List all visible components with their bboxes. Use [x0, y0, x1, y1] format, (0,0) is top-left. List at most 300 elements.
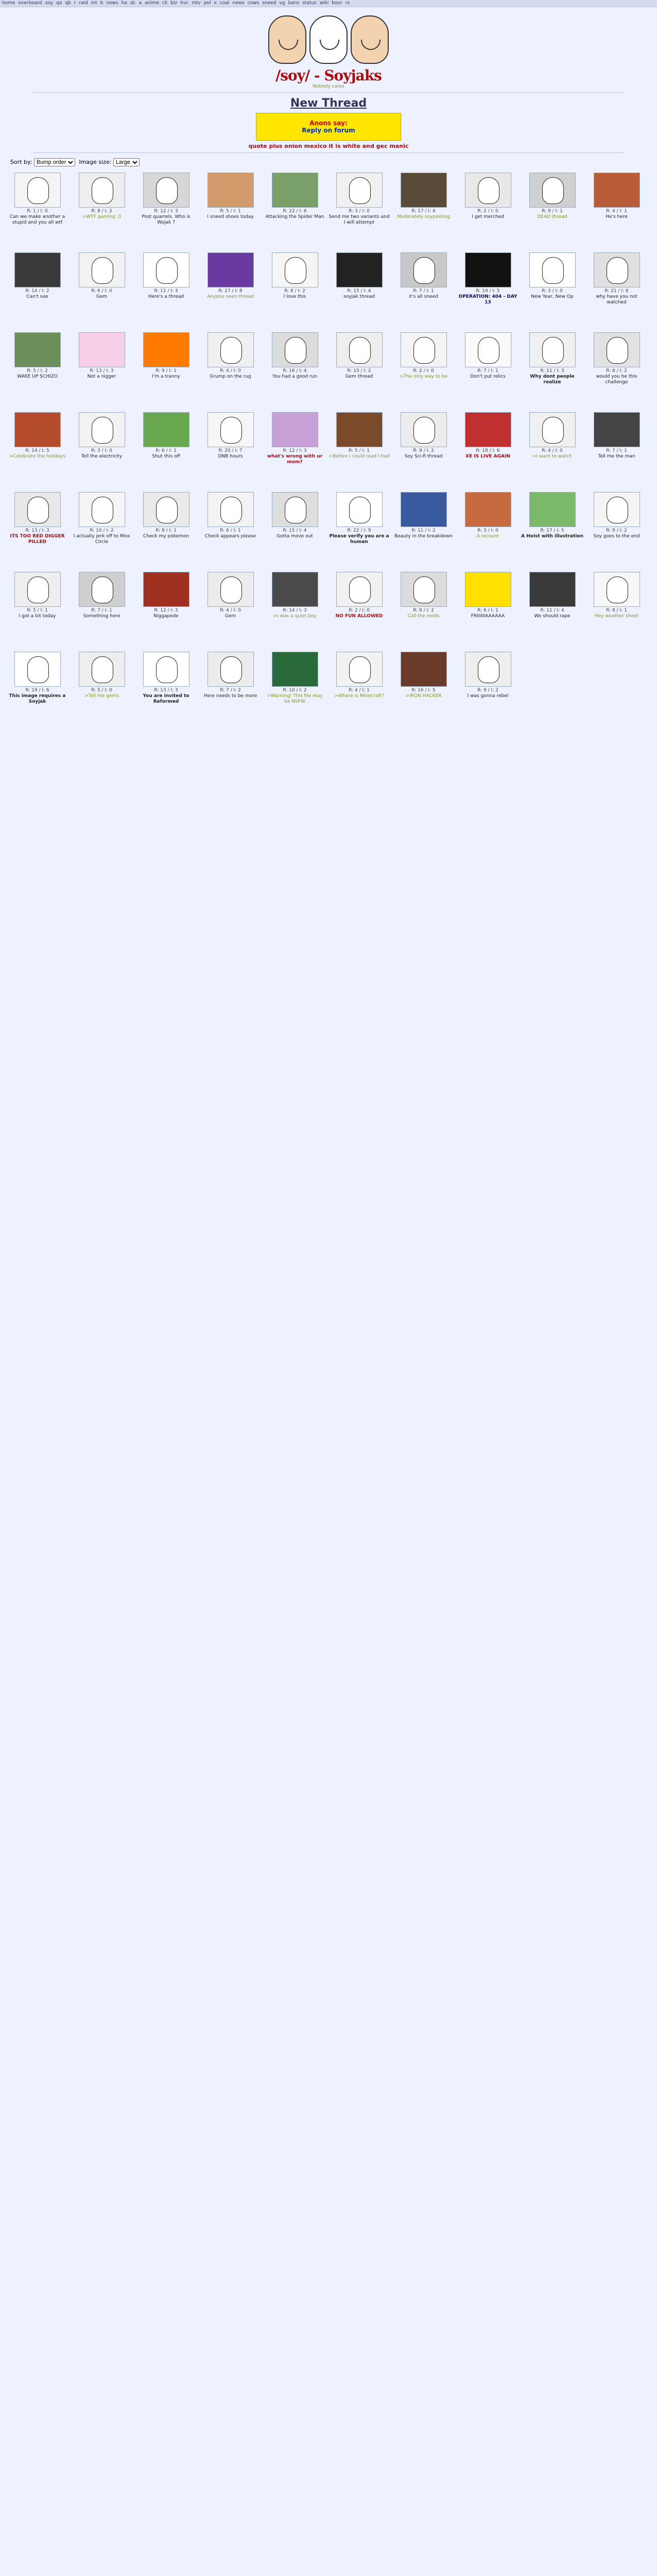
catalog-thread[interactable] — [263, 330, 327, 410]
top-nav-link[interactable]: raid — [79, 1, 88, 6]
thread-thumbnail[interactable] — [143, 252, 189, 287]
wojak-face-icon — [349, 177, 371, 204]
top-nav-link[interactable]: soy — [45, 1, 54, 6]
thread-reply-stats: R: 18 / I: 6 — [476, 448, 500, 453]
thread-catalog — [0, 171, 657, 730]
thread-thumbnail[interactable] — [79, 572, 125, 607]
catalog-thread[interactable] — [391, 250, 456, 330]
catalog-thread[interactable] — [263, 570, 327, 650]
thread-reply-stats: R: 8 / I: 1 — [155, 528, 177, 533]
catalog-thread[interactable] — [327, 570, 391, 650]
catalog-thread[interactable] — [456, 250, 520, 330]
thread-teaser: Post quarrels. Who is Wojak ? — [142, 214, 191, 225]
top-nav-link[interactable]: qa — [56, 1, 62, 6]
thread-thumbnail[interactable] — [14, 412, 61, 447]
thread-reply-stats: R: 7 / I: 1 — [91, 608, 112, 613]
thread-reply-stats: R: 15 / I: 4 — [283, 528, 307, 533]
catalog-thread[interactable] — [134, 171, 198, 250]
wojak-face-icon — [349, 577, 371, 603]
catalog-thread[interactable] — [70, 650, 134, 730]
thread-reply-stats: R: 4 / I: 1 — [606, 209, 627, 214]
catalog-thread[interactable] — [70, 410, 134, 490]
thread-reply-stats: R: 14 / I: 5 — [25, 448, 49, 453]
thread-teaser: Gem — [224, 614, 236, 619]
catalog-thread[interactable] — [70, 490, 134, 570]
divider — [33, 92, 624, 93]
thread-teaser: FRIIIIIIAAAAAA — [471, 614, 505, 619]
catalog-thread[interactable] — [584, 330, 649, 410]
thread-teaser: You are invited to Reformed — [143, 693, 189, 704]
thread-thumbnail[interactable] — [529, 332, 576, 367]
thread-teaser: A recount — [476, 534, 499, 539]
top-navigation-bar — [0, 0, 657, 7]
catalog-thread[interactable] — [327, 330, 391, 410]
wojak-face-icon — [92, 656, 113, 683]
catalog-thread[interactable] — [198, 490, 263, 570]
catalog-thread[interactable] — [584, 171, 649, 250]
thread-teaser: Tell me the man — [598, 454, 635, 459]
thread-reply-stats: R: 11 / I: 3 — [540, 368, 564, 374]
catalog-thread[interactable] — [198, 171, 263, 250]
top-nav-link[interactable]: b — [100, 1, 103, 6]
announcement-line-1: Anons say: — [309, 120, 348, 127]
catalog-thread[interactable] — [584, 570, 649, 650]
thread-thumbnail[interactable] — [465, 572, 511, 607]
thread-thumbnail[interactable] — [594, 332, 640, 367]
thread-thumbnail[interactable] — [143, 332, 189, 367]
wojak-face-icon — [156, 497, 178, 523]
thread-teaser: what's wrong with ur mom? — [267, 454, 323, 465]
thread-teaser: Grump on the rug — [210, 374, 251, 379]
thread-teaser: Can't see — [26, 294, 48, 299]
catalog-thread[interactable] — [520, 171, 584, 250]
wojak-face-icon — [92, 577, 113, 603]
catalog-thread[interactable] — [134, 330, 198, 410]
thread-reply-stats: R: 2 / I: 0 — [477, 209, 498, 214]
thread-teaser: I got a bit today — [19, 614, 56, 619]
thread-thumbnail[interactable] — [14, 492, 61, 527]
wojak-face-icon — [607, 337, 628, 364]
thread-teaser: DNB hours — [218, 454, 243, 459]
thread-thumbnail[interactable] — [529, 252, 576, 287]
thread-thumbnail[interactable] — [529, 412, 576, 447]
catalog-thread[interactable] — [263, 410, 327, 490]
thread-reply-stats: R: 7 / I: 1 — [413, 289, 434, 294]
wojak-face-icon — [27, 497, 49, 523]
thread-thumbnail[interactable] — [143, 652, 189, 687]
thread-thumbnail[interactable] — [336, 252, 383, 287]
thread-teaser: I sneed shoes today — [207, 214, 254, 219]
catalog-thread[interactable] — [520, 410, 584, 490]
catalog-thread[interactable] — [327, 490, 391, 570]
top-nav-link[interactable]: news — [232, 1, 245, 6]
thread-thumbnail[interactable] — [401, 173, 447, 208]
thread-reply-stats: R: 7 / I: 1 — [606, 448, 627, 453]
catalog-thread[interactable] — [5, 171, 70, 250]
thread-thumbnail[interactable] — [208, 173, 254, 208]
thread-thumbnail[interactable] — [529, 572, 576, 607]
top-nav-link[interactable]: overboard — [18, 1, 42, 6]
thread-teaser: ITS TOO RED DIGGER PILLED — [10, 534, 65, 545]
catalog-thread[interactable] — [584, 410, 649, 490]
thread-thumbnail[interactable] — [143, 173, 189, 208]
thread-reply-stats: R: 11 / I: 4 — [540, 608, 564, 613]
thread-teaser: Please verify you are a human — [329, 534, 389, 545]
thread-teaser: I get merched — [472, 214, 504, 219]
thread-thumbnail[interactable] — [594, 173, 640, 208]
thread-reply-stats: R: 8 / I: 2 — [91, 209, 112, 214]
thread-teaser: Shut this off — [152, 454, 180, 459]
top-nav-link[interactable]: anime — [145, 1, 160, 6]
catalog-thread[interactable] — [263, 650, 327, 730]
thread-thumbnail[interactable] — [14, 572, 61, 607]
top-nav-link[interactable]: x — [214, 1, 217, 6]
catalog-thread[interactable] — [198, 410, 263, 490]
catalog-thread[interactable] — [70, 250, 134, 330]
catalog-thread[interactable] — [327, 650, 391, 730]
wojak-face-icon — [607, 257, 628, 284]
top-nav-link[interactable]: ck — [162, 1, 168, 6]
thread-thumbnail[interactable] — [143, 492, 189, 527]
thread-thumbnail[interactable] — [14, 652, 61, 687]
new-thread-link[interactable]: New Thread — [290, 97, 367, 110]
wojak-face-icon — [92, 257, 113, 284]
catalog-thread[interactable] — [456, 171, 520, 250]
thread-thumbnail[interactable] — [336, 652, 383, 687]
thread-thumbnail[interactable] — [79, 252, 125, 287]
thread-thumbnail[interactable] — [272, 252, 318, 287]
thread-reply-stats: R: 5 / I: 2 — [27, 368, 48, 374]
catalog-thread[interactable] — [5, 330, 70, 410]
thread-thumbnail[interactable] — [79, 492, 125, 527]
catalog-thread[interactable] — [391, 570, 456, 650]
thread-thumbnail[interactable] — [401, 572, 447, 607]
image-size-select[interactable] — [113, 158, 140, 166]
catalog-thread[interactable] — [5, 490, 70, 570]
thread-reply-stats: R: 11 / I: 2 — [411, 528, 436, 533]
thread-teaser: >Before I could read I had — [328, 454, 390, 459]
thread-teaser: Gem — [96, 294, 108, 299]
thread-thumbnail[interactable] — [272, 652, 318, 687]
thread-thumbnail[interactable] — [272, 332, 318, 367]
thread-teaser: We should rape — [534, 614, 570, 619]
catalog-thread[interactable] — [391, 410, 456, 490]
board-subtitle: Nobody cares — [313, 84, 344, 89]
catalog-thread[interactable] — [70, 171, 134, 250]
thread-reply-stats: R: 7 / I: 2 — [220, 688, 241, 693]
wojak-face-icon — [220, 337, 242, 364]
catalog-thread[interactable] — [70, 570, 134, 650]
top-nav-link[interactable]: rs — [345, 1, 350, 6]
thread-reply-stats: R: 4 / I: 1 — [349, 688, 370, 693]
thread-teaser: Soy Sci-fi thread — [404, 454, 443, 459]
catalog-thread[interactable] — [5, 410, 70, 490]
top-nav-link[interactable]: home — [2, 1, 15, 6]
thread-teaser: >I was a quiet boy — [273, 614, 317, 619]
thread-thumbnail[interactable] — [208, 252, 254, 287]
board-header — [0, 7, 657, 153]
thread-thumbnail[interactable] — [79, 332, 125, 367]
thread-reply-stats: R: 10 / I: 2 — [283, 688, 307, 693]
thread-thumbnail[interactable] — [14, 173, 61, 208]
thread-thumbnail[interactable] — [465, 412, 511, 447]
thread-teaser: Here needs to be more — [203, 693, 257, 699]
thread-reply-stats: R: 9 / I: 2 — [606, 528, 627, 533]
thread-thumbnail[interactable] — [208, 572, 254, 607]
wojak-face-icon — [220, 656, 242, 683]
wojak-face-icon — [607, 577, 628, 603]
wojak-face-icon — [92, 417, 113, 444]
thread-thumbnail[interactable] — [272, 572, 318, 607]
thread-teaser: Attacking the Spider Man — [265, 214, 324, 219]
wojak-face-icon — [285, 337, 306, 364]
thread-reply-stats: R: 9 / I: 2 — [477, 688, 498, 693]
catalog-thread[interactable] — [584, 490, 649, 570]
thread-teaser: >Celebrate the holidays — [9, 454, 66, 459]
sort-select[interactable] — [34, 158, 75, 166]
top-nav-link[interactable]: news — [106, 1, 118, 6]
catalog-thread[interactable] — [520, 250, 584, 330]
thread-reply-stats: R: 8 / I: 1 — [606, 608, 627, 613]
thread-reply-stats: R: 14 / I: 3 — [283, 608, 307, 613]
thread-reply-stats: R: 13 / I: 3 — [154, 688, 178, 693]
wojak-face-icon — [349, 497, 371, 523]
thread-teaser: Check my pokemon — [143, 534, 189, 539]
thread-thumbnail[interactable] — [465, 252, 511, 287]
wojak-face-icon — [607, 497, 628, 523]
top-nav-link[interactable]: mtv — [192, 1, 201, 6]
thread-reply-stats: R: 3 / I: 0 — [349, 209, 370, 214]
divider — [33, 152, 624, 153]
thread-thumbnail[interactable] — [594, 252, 640, 287]
thread-teaser: A Hoist with illustration — [521, 534, 583, 539]
thread-reply-stats: R: 17 / I: 4 — [411, 209, 436, 214]
top-nav-link[interactable]: status — [302, 1, 317, 6]
top-nav-link[interactable]: cows — [247, 1, 260, 6]
wojak-face-icon — [220, 417, 242, 444]
catalog-thread[interactable] — [198, 250, 263, 330]
catalog-thread[interactable] — [198, 330, 263, 410]
thread-reply-stats: R: 3 / I: 0 — [91, 448, 112, 453]
thread-reply-stats: R: 27 / I: 8 — [218, 289, 243, 294]
wojak-face-icon — [220, 577, 242, 603]
catalog-thread[interactable] — [391, 330, 456, 410]
top-nav-link[interactable]: vg — [279, 1, 285, 6]
thread-reply-stats: R: 21 / I: 6 — [604, 289, 629, 294]
top-nav-link[interactable]: dc — [130, 1, 136, 6]
thread-teaser: WAKE UP SCHIZO — [17, 374, 58, 379]
thread-thumbnail[interactable] — [401, 252, 447, 287]
soyjak-banner-face-left — [268, 15, 306, 64]
top-nav-link[interactable]: r — [74, 1, 76, 6]
catalog-thread[interactable] — [134, 410, 198, 490]
thread-thumbnail[interactable] — [143, 412, 189, 447]
thread-thumbnail[interactable] — [529, 492, 576, 527]
thread-teaser: OPERATION: 404 - DAY 13 — [458, 294, 517, 305]
catalog-thread[interactable] — [391, 650, 456, 730]
catalog-thread[interactable] — [134, 490, 198, 570]
thread-teaser: I love this — [283, 294, 306, 299]
thread-reply-stats: R: 4 / I: 0 — [220, 608, 241, 613]
thread-thumbnail[interactable] — [143, 572, 189, 607]
wojak-face-icon — [478, 177, 499, 204]
thread-thumbnail[interactable] — [336, 492, 383, 527]
thread-thumbnail[interactable] — [79, 412, 125, 447]
thread-reply-stats: R: 5 / I: 1 — [220, 209, 241, 214]
thread-thumbnail[interactable] — [14, 332, 61, 367]
thread-thumbnail[interactable] — [79, 652, 125, 687]
thread-thumbnail[interactable] — [336, 572, 383, 607]
thread-reply-stats: R: 19 / I: 5 — [476, 289, 500, 294]
thread-teaser: Why dont people realize — [530, 374, 575, 385]
wojak-face-icon — [413, 417, 435, 444]
catalog-thread[interactable] — [327, 250, 391, 330]
thread-teaser: I actually jerk off to Miss Circle — [73, 534, 130, 545]
thread-reply-stats: R: 11 / I: 3 — [154, 289, 178, 294]
catalog-thread[interactable] — [391, 171, 456, 250]
thread-reply-stats: R: 8 / I: 2 — [606, 368, 627, 374]
thread-thumbnail[interactable] — [465, 173, 511, 208]
top-nav-link[interactable]: coal — [219, 1, 230, 6]
thread-thumbnail[interactable] — [208, 412, 254, 447]
catalog-thread[interactable] — [327, 171, 391, 250]
top-nav-link[interactable]: a — [139, 1, 142, 6]
thread-reply-stats: R: 6 / I: 1 — [220, 528, 241, 533]
thread-thumbnail[interactable] — [272, 412, 318, 447]
catalog-thread[interactable] — [456, 330, 520, 410]
catalog-thread[interactable] — [520, 330, 584, 410]
thread-thumbnail[interactable] — [465, 332, 511, 367]
thread-teaser: Niggapede — [153, 614, 179, 619]
thread-reply-stats: R: 14 / I: 2 — [25, 289, 49, 294]
catalog-thread[interactable] — [5, 570, 70, 650]
thread-thumbnail[interactable] — [529, 173, 576, 208]
top-nav-link[interactable]: pol — [203, 1, 211, 6]
top-nav-link[interactable]: sneed — [262, 1, 276, 6]
thread-teaser: Moderately soyposting — [397, 214, 450, 219]
catalog-thread[interactable] — [520, 570, 584, 650]
thread-reply-stats: R: 12 / I: 3 — [154, 608, 178, 613]
thread-teaser: DEAD thread — [537, 214, 567, 219]
catalog-thread[interactable] — [134, 650, 198, 730]
wojak-face-icon — [220, 497, 242, 523]
thread-thumbnail[interactable] — [336, 173, 383, 208]
catalog-thread[interactable] — [198, 570, 263, 650]
wojak-face-icon — [478, 337, 499, 364]
thread-reply-stats: R: 3 / I: 0 — [542, 289, 563, 294]
catalog-thread[interactable] — [456, 650, 520, 730]
catalog-thread[interactable] — [327, 410, 391, 490]
catalog-thread[interactable] — [456, 490, 520, 570]
thread-thumbnail[interactable] — [208, 492, 254, 527]
top-nav-link[interactable]: bans — [288, 1, 300, 6]
top-nav-link[interactable]: qb — [65, 1, 71, 6]
thread-reply-stats: R: 9 / I: 1 — [155, 368, 177, 374]
thread-thumbnail[interactable] — [208, 652, 254, 687]
wojak-face-icon — [413, 337, 435, 364]
catalog-thread[interactable] — [134, 250, 198, 330]
thread-reply-stats: R: 12 / I: 3 — [283, 448, 307, 453]
top-nav-link[interactable]: ha — [121, 1, 127, 6]
thread-thumbnail[interactable] — [401, 412, 447, 447]
catalog-thread[interactable] — [263, 250, 327, 330]
thread-teaser: Gem thread — [345, 374, 373, 379]
thread-thumbnail[interactable] — [208, 332, 254, 367]
catalog-thread[interactable] — [134, 570, 198, 650]
thread-teaser: >Where is Minecraft? — [334, 693, 384, 699]
catalog-thread[interactable] — [5, 650, 70, 730]
wojak-face-icon — [478, 656, 499, 683]
catalog-thread[interactable] — [263, 171, 327, 250]
thread-teaser: Don't put relics — [470, 374, 506, 379]
thread-thumbnail[interactable] — [594, 412, 640, 447]
catalog-thread[interactable] — [584, 250, 649, 330]
thread-reply-stats: R: 6 / I: 0 — [91, 289, 112, 294]
top-nav-link[interactable]: hvc — [180, 1, 189, 6]
board-banner — [251, 12, 406, 64]
thread-reply-stats: R: 2 / I: 0 — [413, 368, 434, 374]
wojak-face-icon — [542, 257, 564, 284]
thread-thumbnail[interactable] — [594, 492, 640, 527]
thread-reply-stats: R: 5 / I: 1 — [349, 448, 370, 453]
catalog-thread[interactable] — [198, 650, 263, 730]
catalog-thread[interactable] — [70, 330, 134, 410]
thread-thumbnail[interactable] — [272, 492, 318, 527]
top-nav-link[interactable]: wiki — [319, 1, 329, 6]
top-nav-link[interactable]: biz — [170, 1, 178, 6]
catalog-thread[interactable] — [520, 490, 584, 570]
sort-label: Sort by: — [10, 159, 32, 165]
thread-thumbnail[interactable] — [465, 652, 511, 687]
thread-teaser: >The only way to be — [399, 374, 448, 379]
thread-thumbnail[interactable] — [79, 173, 125, 208]
thread-thumbnail[interactable] — [272, 173, 318, 208]
catalog-thread[interactable] — [456, 410, 520, 490]
message-of-the-day: quote plus onion mexico it is white and gec manic — [248, 143, 409, 149]
top-nav-link[interactable]: int — [91, 1, 97, 6]
thread-thumbnail[interactable] — [14, 252, 61, 287]
thread-teaser: You had a good run — [272, 374, 317, 379]
catalog-thread[interactable] — [263, 490, 327, 570]
catalog-thread[interactable] — [456, 570, 520, 650]
thread-thumbnail[interactable] — [401, 332, 447, 367]
wojak-face-icon — [413, 257, 435, 284]
thread-thumbnail[interactable] — [465, 492, 511, 527]
thread-reply-stats: R: 2 / I: 0 — [349, 608, 370, 613]
wojak-face-icon — [92, 497, 113, 523]
thread-reply-stats: R: 22 / I: 6 — [283, 209, 307, 214]
thread-teaser: Soy goes to the end — [593, 534, 640, 539]
thread-reply-stats: R: 9 / I: 2 — [413, 608, 434, 613]
thread-teaser: Call the mods — [407, 614, 440, 619]
thread-teaser: >Warning! This file may be NSFW — [267, 693, 323, 704]
wojak-face-icon — [285, 497, 306, 523]
thread-thumbnail[interactable] — [401, 492, 447, 527]
thread-thumbnail[interactable] — [594, 572, 640, 607]
catalog-thread[interactable] — [5, 250, 70, 330]
wojak-face-icon — [92, 177, 113, 204]
thread-teaser: Something here — [83, 614, 120, 619]
wojak-face-icon — [156, 257, 178, 284]
thread-thumbnail[interactable] — [336, 332, 383, 367]
top-nav-link[interactable]: boor — [332, 1, 342, 6]
thread-thumbnail[interactable] — [336, 412, 383, 447]
thread-reply-stats: R: 10 / I: 2 — [90, 528, 114, 533]
thread-thumbnail[interactable] — [401, 652, 447, 687]
thread-reply-stats: R: 6 / I: 1 — [155, 448, 177, 453]
catalog-thread[interactable] — [391, 490, 456, 570]
thread-teaser: New Year, New Op — [531, 294, 574, 299]
